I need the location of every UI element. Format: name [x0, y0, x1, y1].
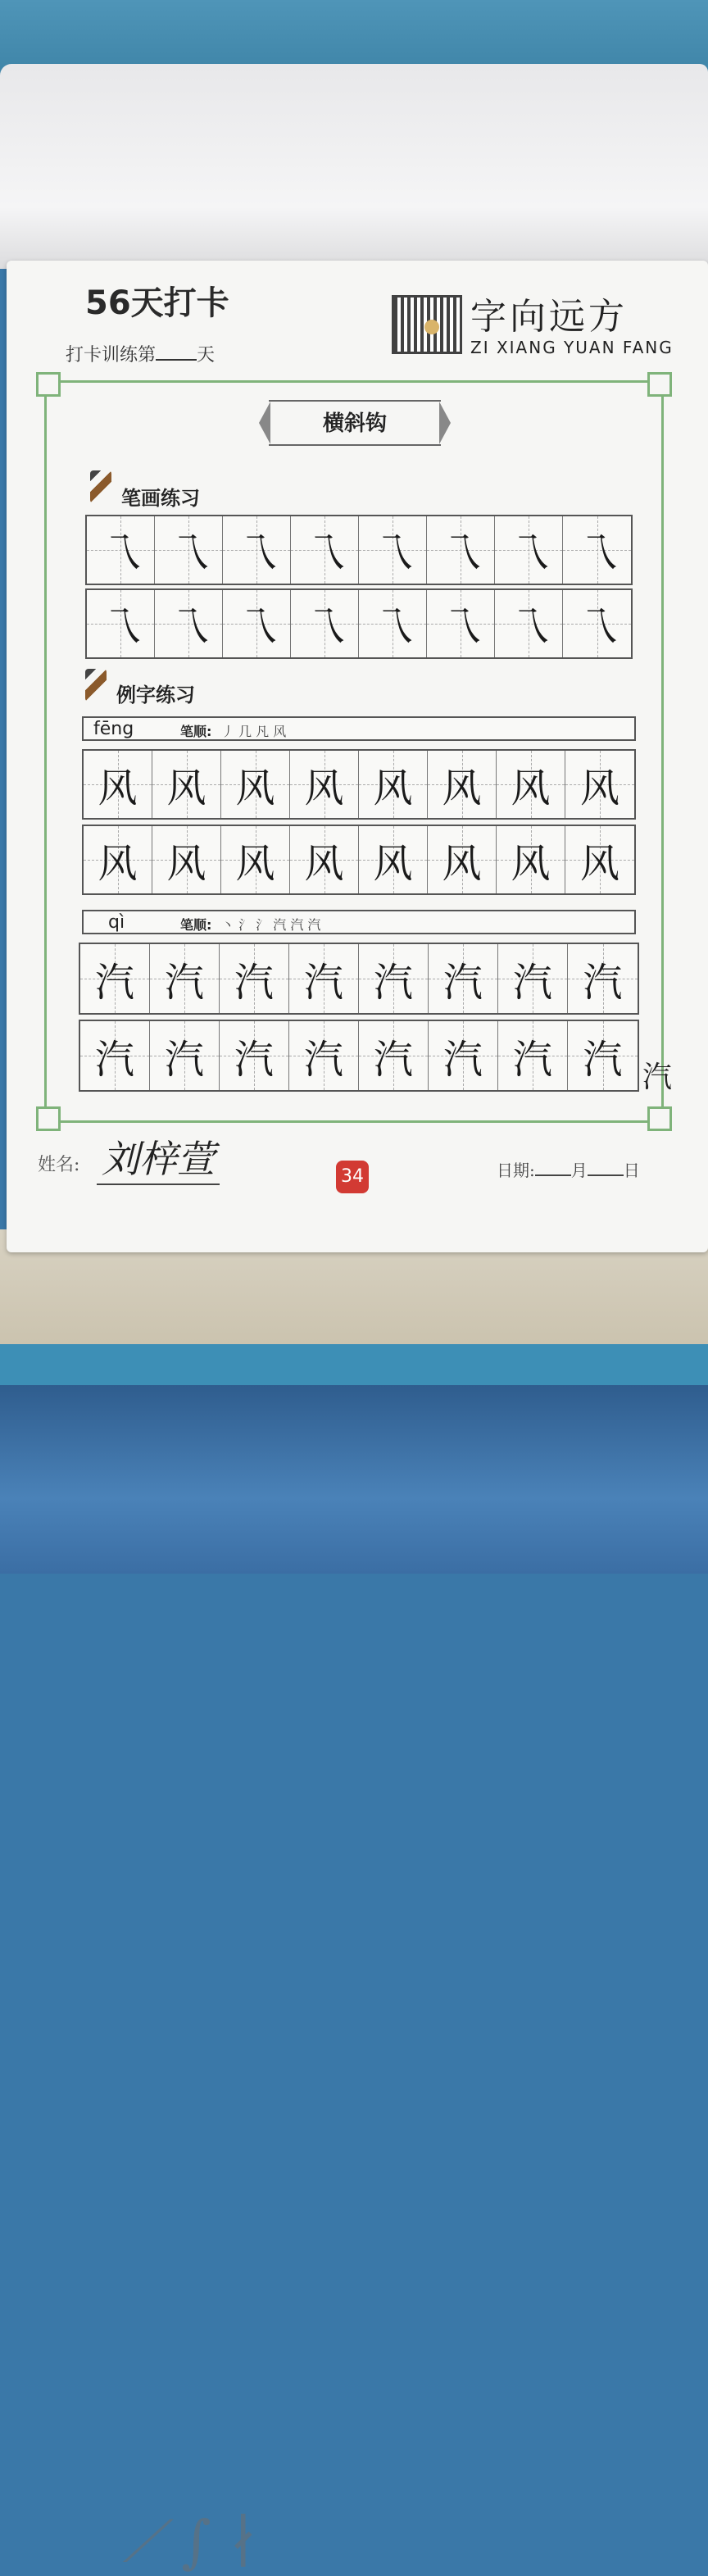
grid-cell[interactable]: [428, 751, 497, 818]
grid-cell[interactable]: [220, 1021, 289, 1090]
grid-cell[interactable]: [221, 751, 290, 818]
name-label: 姓名:: [38, 1155, 80, 1175]
handwritten-glyph: 乁: [440, 529, 481, 577]
handwritten-glyph: 汽: [373, 959, 413, 1006]
pinyin-text: fēng: [93, 719, 134, 739]
checkin-line: [66, 341, 215, 366]
handwritten-glyph: 汽: [94, 1036, 134, 1083]
grid-cell[interactable]: [150, 944, 220, 1013]
brand-logo-en: ZI XIANG YUAN FANG: [470, 338, 674, 357]
page-number-badge: 34: [336, 1161, 369, 1193]
grid-cell[interactable]: [220, 944, 289, 1013]
handwritten-glyph: 乁: [508, 603, 549, 651]
handwritten-glyph: 乁: [236, 603, 277, 651]
grid-cell[interactable]: [359, 751, 428, 818]
grid-cell[interactable]: [84, 751, 152, 818]
handwritten-glyph: 风: [166, 840, 206, 887]
grid-cell[interactable]: [289, 1021, 359, 1090]
stroke-name-heading: 横斜钩: [322, 411, 387, 436]
grid-cell[interactable]: [84, 826, 152, 893]
grid-cell[interactable]: [80, 1021, 150, 1090]
handwritten-glyph: 乁: [372, 603, 413, 651]
grid-cell[interactable]: [87, 516, 155, 584]
handwritten-glyph: 汽: [512, 1036, 552, 1083]
handwritten-glyph: 汽: [164, 1036, 204, 1083]
grid-cell[interactable]: [155, 590, 223, 657]
grid-cell[interactable]: [563, 516, 631, 584]
frame-corner-ornament: [647, 372, 672, 397]
handwritten-glyph: 乁: [508, 529, 549, 577]
page-title: 56天打卡: [85, 284, 229, 322]
example-section-title: 例字练习: [116, 684, 195, 706]
handwritten-glyph: 乁: [576, 529, 618, 577]
handwritten-glyph: 风: [579, 840, 620, 887]
grid-cell[interactable]: [150, 1021, 220, 1090]
grid-cell[interactable]: [565, 826, 634, 893]
handwritten-glyph: 汽: [164, 959, 204, 1006]
character-practice-grid: [82, 825, 636, 895]
grid-cell[interactable]: [223, 590, 291, 657]
ribbon-right-tail: [439, 402, 451, 444]
handwritten-glyph: 风: [373, 765, 413, 811]
month-blank[interactable]: [535, 1161, 571, 1176]
pinyin-bar: [82, 716, 636, 741]
stroke-practice-grid: [85, 515, 633, 585]
character-practice-grid: [79, 943, 639, 1015]
handwritten-glyph: 乁: [304, 529, 345, 577]
stroke-practice-grid: [85, 588, 633, 659]
frame-corner-ornament: [647, 1106, 672, 1131]
handwritten-glyph: 乁: [372, 529, 413, 577]
pinyin-bar: [82, 910, 636, 934]
day-blank[interactable]: [588, 1161, 624, 1176]
handwritten-glyph: 汽: [234, 959, 274, 1006]
day-label: 日: [623, 1161, 640, 1180]
grid-cell[interactable]: [563, 590, 631, 657]
worksheet-page: [7, 261, 708, 1252]
grid-cell[interactable]: [427, 590, 495, 657]
grid-cell[interactable]: [497, 826, 565, 893]
grid-cell[interactable]: [291, 516, 359, 584]
grid-cell[interactable]: [359, 1021, 429, 1090]
handwritten-glyph: 风: [579, 765, 620, 811]
grid-cell[interactable]: [359, 944, 429, 1013]
calligrapher-icon: [90, 470, 111, 503]
handwritten-glyph: 乁: [100, 529, 141, 577]
qr-logo-dot: [424, 320, 439, 334]
rolled-page: [0, 64, 708, 269]
grid-cell[interactable]: [290, 826, 359, 893]
grid-cell[interactable]: [80, 944, 150, 1013]
handwritten-glyph: 乁: [304, 603, 345, 651]
stroke-order-label: 笔顺:: [180, 917, 212, 933]
grid-cell[interactable]: [359, 826, 428, 893]
grid-cell[interactable]: [498, 944, 568, 1013]
handwritten-glyph: 乁: [168, 529, 209, 577]
grid-cell[interactable]: [221, 826, 290, 893]
character-practice-grid: [82, 749, 636, 820]
stroke-order-sequence: 丿 几 凡 风: [221, 724, 287, 739]
grid-cell[interactable]: [152, 751, 221, 818]
stroke-order-label: 笔顺:: [180, 724, 212, 739]
pinyin-text: qì: [108, 912, 125, 933]
blue-cloth: [0, 1385, 708, 1574]
grid-cell[interactable]: [291, 590, 359, 657]
handwritten-glyph: 风: [373, 840, 413, 887]
grid-cell[interactable]: [429, 1021, 498, 1090]
handwritten-glyph: 风: [304, 840, 344, 887]
stroke-section-title: 笔画练习: [121, 487, 200, 510]
frame-corner-ornament: [36, 372, 61, 397]
handwritten-glyph: 风: [235, 765, 275, 811]
grid-cell[interactable]: [568, 1021, 638, 1090]
handwritten-glyph: 汽: [442, 959, 483, 1006]
handwritten-glyph: 汽: [303, 959, 343, 1006]
grid-cell[interactable]: [155, 516, 223, 584]
handwritten-extra-char: 汽: [642, 1061, 673, 1094]
handwritten-glyph: 风: [304, 765, 344, 811]
grid-cell[interactable]: [359, 590, 427, 657]
handwritten-glyph: 汽: [583, 959, 623, 1006]
handwritten-glyph: 汽: [94, 959, 134, 1006]
grid-cell[interactable]: [152, 826, 221, 893]
checkin-day-blank[interactable]: [156, 344, 197, 361]
handwritten-glyph: 乁: [440, 603, 481, 651]
grid-cell[interactable]: [290, 751, 359, 818]
grid-cell[interactable]: [497, 751, 565, 818]
stroke-order-sequence: 丶 氵 氵 汽 汽 汽: [221, 917, 321, 933]
grid-cell[interactable]: [498, 1021, 568, 1090]
grid-cell[interactable]: [427, 516, 495, 584]
grid-cell[interactable]: [87, 590, 155, 657]
date-line: [497, 1157, 640, 1181]
handwritten-glyph: 汽: [442, 1036, 483, 1083]
handwritten-glyph: 汽: [512, 959, 552, 1006]
handwritten-glyph: 风: [442, 840, 482, 887]
grid-cell[interactable]: [428, 826, 497, 893]
handwritten-glyph: 风: [442, 765, 482, 811]
handwritten-glyph: 风: [98, 840, 138, 887]
name-handwritten-field[interactable]: 刘梓萱: [97, 1129, 220, 1185]
checkin-suffix: 天: [197, 345, 216, 366]
character-practice-grid: [79, 1020, 639, 1092]
handwritten-glyph: 乁: [576, 603, 618, 651]
handwritten-glyph: 乁: [168, 603, 209, 651]
grid-cell[interactable]: [223, 516, 291, 584]
handwritten-glyph: 风: [511, 840, 551, 887]
pencil-scribble: ⟋ ∫ ∤: [123, 2508, 257, 2575]
handwritten-glyph: 汽: [234, 1036, 274, 1083]
date-label: 日期:: [497, 1161, 535, 1180]
grid-cell[interactable]: [495, 516, 563, 584]
grid-cell[interactable]: [568, 944, 638, 1013]
handwritten-glyph: 乁: [100, 603, 141, 651]
handwritten-glyph: 汽: [373, 1036, 413, 1083]
handwritten-glyph: 汽: [583, 1036, 623, 1083]
calligrapher-icon: [85, 669, 107, 702]
grid-cell[interactable]: [495, 590, 563, 657]
handwritten-glyph: 风: [511, 765, 551, 811]
handwritten-glyph: 风: [98, 765, 138, 811]
handwritten-glyph: 汽: [303, 1036, 343, 1083]
brand-logo-cn: 字向远方: [470, 296, 628, 338]
grid-cell[interactable]: [289, 944, 359, 1013]
month-label: 月: [570, 1161, 588, 1180]
checkin-prefix: 打卡训练第: [66, 345, 157, 366]
handwritten-glyph: 风: [166, 765, 206, 811]
background-top: [0, 0, 708, 74]
handwritten-glyph: 乁: [236, 529, 277, 577]
handwritten-glyph: 风: [235, 840, 275, 887]
grid-cell[interactable]: [565, 751, 634, 818]
grid-cell[interactable]: [429, 944, 498, 1013]
frame-corner-ornament: [36, 1106, 61, 1131]
grid-cell[interactable]: [359, 516, 427, 584]
